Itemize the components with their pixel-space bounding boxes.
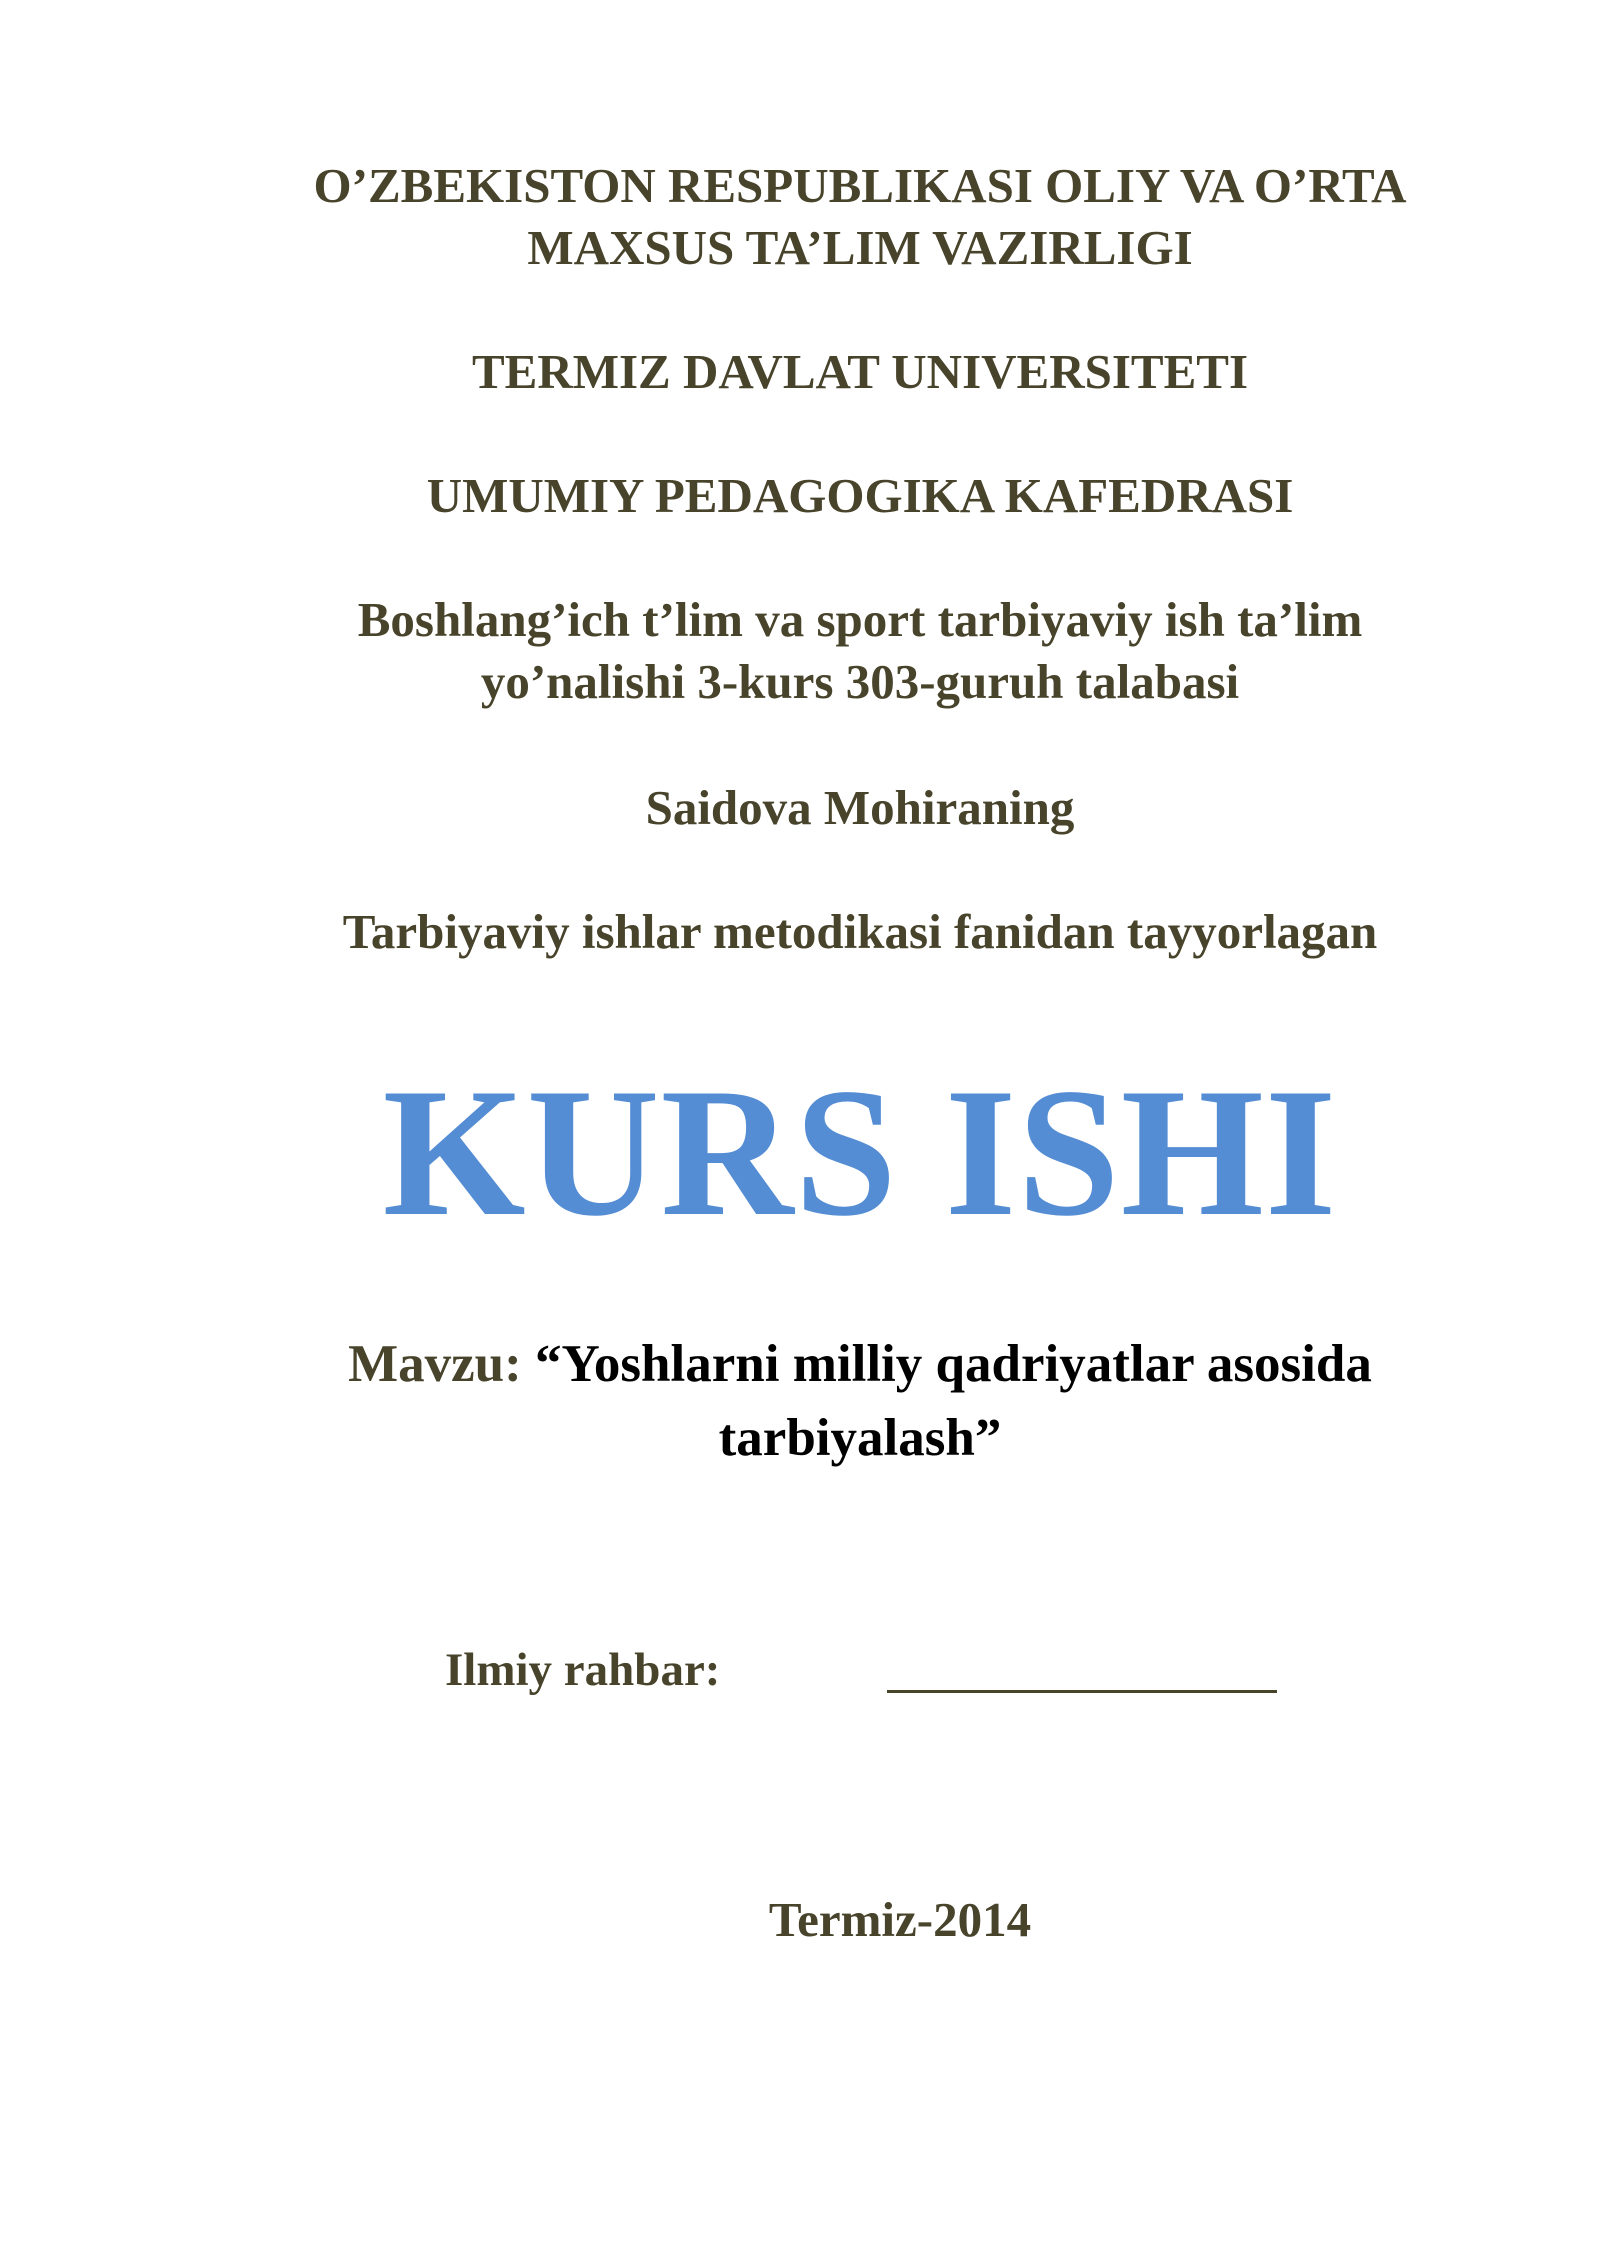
ministry-line-2: MAXSUS TA’LIM VAZIRLIGI <box>527 220 1193 275</box>
ministry-line-1: O’ZBEKISTON RESPUBLIKASI OLIY VA O’RTA <box>313 158 1407 213</box>
signature-line <box>887 1690 1277 1693</box>
department-name: UMUMIY PEDAGOGIKA KAFEDRASI <box>426 468 1294 523</box>
city-year: Termiz-2014 <box>768 1892 1032 1947</box>
program-line-2: yo’nalishi 3-kurs 303-guruh talabasi <box>480 654 1240 709</box>
subject-line: Tarbiyaviy ishlar metodikasi fanidan tayyorlagan <box>342 904 1378 959</box>
supervisor-label: Ilmiy rahbar: <box>445 1644 721 1696</box>
topic-label: Mavzu: <box>348 1335 536 1393</box>
program-line-1: Boshlang’ich t’lim va sport tarbiyaviy ish ta’lim <box>357 592 1363 647</box>
topic-text-1: “Yoshlarni milliy qadriyatlar asosida <box>535 1335 1372 1393</box>
topic-line-1 <box>60 1330 1600 1398</box>
university-name: TERMIZ DAVLAT UNIVERSITETI <box>471 344 1249 399</box>
student-name: Saidova Mohiraning <box>645 780 1075 835</box>
document-title: KURS ISHI <box>382 1050 1338 1254</box>
topic-text-2: tarbiyalash” <box>718 1409 1002 1467</box>
